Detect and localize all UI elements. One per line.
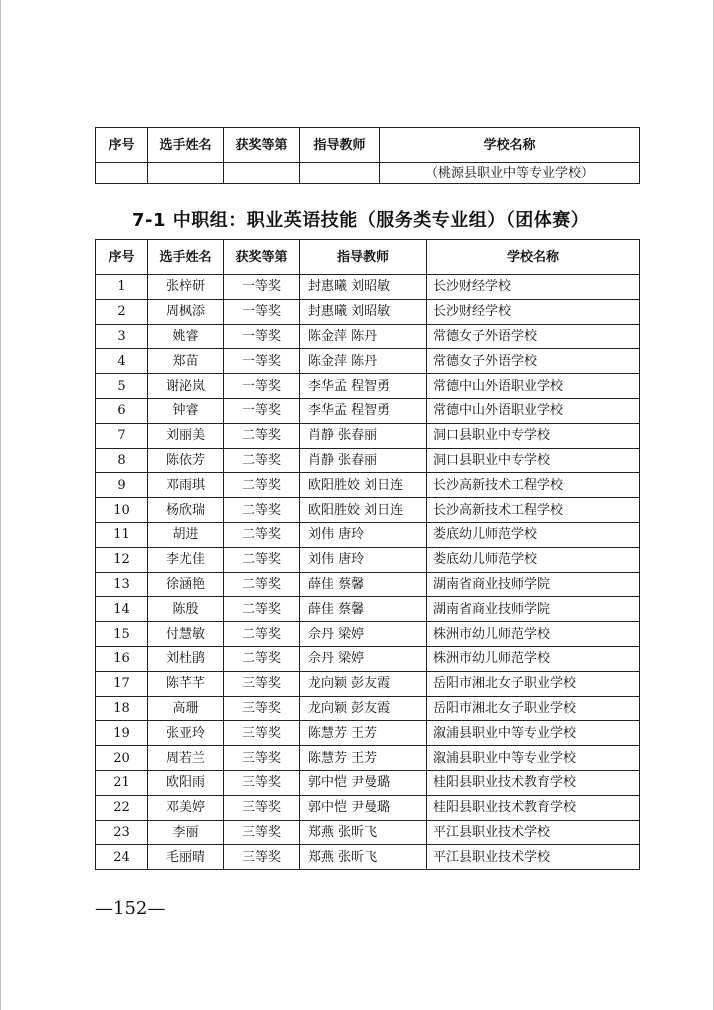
cell-index: 16 bbox=[96, 646, 148, 671]
cell-teacher: 陈慧芳 王芳 bbox=[300, 746, 427, 771]
table-row bbox=[96, 275, 640, 300]
cell-name: 刘杜鹃 bbox=[148, 646, 224, 671]
cell-award: 一等奖 bbox=[224, 275, 300, 300]
cell-school: 长沙财经学校 bbox=[427, 275, 640, 300]
table-row bbox=[96, 820, 640, 845]
cell-school: 长沙高新技术工程学校 bbox=[427, 473, 640, 498]
cell-award: 二等奖 bbox=[224, 597, 300, 622]
cell-teacher: 陈金萍 陈丹 bbox=[300, 324, 427, 349]
cell-award: 三等奖 bbox=[224, 845, 300, 870]
cell-teacher: 佘丹 梁婷 bbox=[300, 622, 427, 647]
cell-name: 邓雨琪 bbox=[148, 473, 224, 498]
cell-award: 二等奖 bbox=[224, 473, 300, 498]
cell-index: 9 bbox=[96, 473, 148, 498]
cell-teacher: 欧阳胜姣 刘日连 bbox=[300, 473, 427, 498]
cell-award: 三等奖 bbox=[224, 721, 300, 746]
table-row bbox=[96, 299, 640, 324]
cell-school: 岳阳市湘北女子职业学校 bbox=[427, 671, 640, 696]
cell-teacher: 李华孟 程智勇 bbox=[300, 398, 427, 423]
cell-teacher: 刘伟 唐玲 bbox=[300, 547, 427, 572]
cell-index: 22 bbox=[96, 795, 148, 820]
cell-award: 二等奖 bbox=[224, 448, 300, 473]
cell-school: 株洲市幼儿师范学校 bbox=[427, 646, 640, 671]
cell-name: 杨欣瑞 bbox=[148, 498, 224, 523]
cell-teacher: 佘丹 梁婷 bbox=[300, 646, 427, 671]
cell-name: 周若兰 bbox=[148, 746, 224, 771]
cell-name: 陈殷 bbox=[148, 597, 224, 622]
cell-school: 长沙高新技术工程学校 bbox=[427, 498, 640, 523]
cell-award: 一等奖 bbox=[224, 324, 300, 349]
cell-name: 谢泌岚 bbox=[148, 374, 224, 399]
section-title: 7-1 中职组：职业英语技能（服务类专业组）（团体赛） bbox=[132, 210, 590, 231]
cell-name: 张梓研 bbox=[148, 275, 224, 300]
cell-teacher: 郭中恺 尹曼璐 bbox=[300, 770, 427, 795]
cell-teacher: 薛佳 蔡馨 bbox=[300, 572, 427, 597]
header-index: 序号 bbox=[96, 128, 148, 163]
cell-name: 张亚玲 bbox=[148, 721, 224, 746]
cell-teacher bbox=[300, 163, 380, 184]
cell-award: 三等奖 bbox=[224, 795, 300, 820]
header-index: 序号 bbox=[96, 240, 148, 275]
cell-index: 4 bbox=[96, 349, 148, 374]
table-row bbox=[96, 696, 640, 721]
table-row bbox=[96, 374, 640, 399]
cell-award bbox=[224, 163, 300, 184]
header-school: 学校名称 bbox=[380, 128, 640, 163]
cell-award: 二等奖 bbox=[224, 572, 300, 597]
cell-school: 湖南省商业技师学院 bbox=[427, 597, 640, 622]
cell-teacher: 郭中恺 尹曼璐 bbox=[300, 795, 427, 820]
page-edge-left bbox=[0, 0, 1, 1010]
cell-teacher: 陈金萍 陈丹 bbox=[300, 349, 427, 374]
table-row bbox=[96, 746, 640, 771]
table-row bbox=[96, 398, 640, 423]
cell-teacher: 封惠曦 刘昭敏 bbox=[300, 299, 427, 324]
cell-school: 湖南省商业技师学院 bbox=[427, 572, 640, 597]
cell-index: 18 bbox=[96, 696, 148, 721]
cell-school: （桃源县职业中等专业学校） bbox=[380, 163, 640, 184]
table-row bbox=[96, 671, 640, 696]
cell-name: 周枫添 bbox=[148, 299, 224, 324]
cell-school: 娄底幼儿师范学校 bbox=[427, 522, 640, 547]
cell-award: 二等奖 bbox=[224, 547, 300, 572]
table-row bbox=[96, 622, 640, 647]
cell-school: 洞口县职业中专学校 bbox=[427, 448, 640, 473]
table-row bbox=[96, 473, 640, 498]
cell-index: 6 bbox=[96, 398, 148, 423]
cell-teacher: 刘伟 唐玲 bbox=[300, 522, 427, 547]
table-row bbox=[96, 572, 640, 597]
cell-award: 二等奖 bbox=[224, 498, 300, 523]
cell-name: 徐涵艳 bbox=[148, 572, 224, 597]
table-row bbox=[96, 547, 640, 572]
cell-name: 陈依芳 bbox=[148, 448, 224, 473]
cell-index: 19 bbox=[96, 721, 148, 746]
cell-index: 1 bbox=[96, 275, 148, 300]
cell-school: 洞口县职业中专学校 bbox=[427, 423, 640, 448]
cell-school: 桂阳县职业技术教育学校 bbox=[427, 770, 640, 795]
cell-school: 株洲市幼儿师范学校 bbox=[427, 622, 640, 647]
cell-name: 胡进 bbox=[148, 522, 224, 547]
cell-school: 桂阳县职业技术教育学校 bbox=[427, 795, 640, 820]
cell-teacher: 李华孟 程智勇 bbox=[300, 374, 427, 399]
cell-school: 溆浦县职业中等专业学校 bbox=[427, 721, 640, 746]
cell-school: 溆浦县职业中等专业学校 bbox=[427, 746, 640, 771]
cell-index: 20 bbox=[96, 746, 148, 771]
cell-index: 14 bbox=[96, 597, 148, 622]
table-row bbox=[96, 163, 640, 184]
cell-index: 7 bbox=[96, 423, 148, 448]
cell-index bbox=[96, 163, 148, 184]
cell-award: 三等奖 bbox=[224, 696, 300, 721]
header-name: 选手姓名 bbox=[148, 128, 224, 163]
cell-award: 三等奖 bbox=[224, 746, 300, 771]
table-row bbox=[96, 423, 640, 448]
cell-name: 李丽 bbox=[148, 820, 224, 845]
cell-index: 12 bbox=[96, 547, 148, 572]
cell-teacher: 封惠曦 刘昭敏 bbox=[300, 275, 427, 300]
cell-name: 欧阳雨 bbox=[148, 770, 224, 795]
cell-name: 李尤佳 bbox=[148, 547, 224, 572]
table-row bbox=[96, 845, 640, 870]
results-table bbox=[95, 239, 640, 870]
cell-index: 23 bbox=[96, 820, 148, 845]
table-row bbox=[96, 795, 640, 820]
cell-school: 常德女子外语学校 bbox=[427, 324, 640, 349]
cell-teacher: 肖静 张春丽 bbox=[300, 423, 427, 448]
cell-school: 常德中山外语职业学校 bbox=[427, 374, 640, 399]
table-row bbox=[96, 597, 640, 622]
cell-award: 一等奖 bbox=[224, 349, 300, 374]
cell-award: 一等奖 bbox=[224, 299, 300, 324]
cell-name: 郑苗 bbox=[148, 349, 224, 374]
table-row bbox=[96, 349, 640, 374]
cell-name: 姚睿 bbox=[148, 324, 224, 349]
page-number: —152— bbox=[95, 898, 166, 919]
table-header-row bbox=[96, 128, 640, 163]
cell-school: 岳阳市湘北女子职业学校 bbox=[427, 696, 640, 721]
header-award: 获奖等第 bbox=[224, 128, 300, 163]
cell-name: 付慧敏 bbox=[148, 622, 224, 647]
cell-award: 二等奖 bbox=[224, 423, 300, 448]
header-teacher: 指导教师 bbox=[300, 240, 427, 275]
cell-teacher: 龙向颖 彭友霞 bbox=[300, 696, 427, 721]
cell-award: 二等奖 bbox=[224, 522, 300, 547]
cell-name: 钟睿 bbox=[148, 398, 224, 423]
cell-school: 长沙财经学校 bbox=[427, 299, 640, 324]
cell-school: 平江县职业技术学校 bbox=[427, 845, 640, 870]
header-school: 学校名称 bbox=[427, 240, 640, 275]
header-teacher: 指导教师 bbox=[300, 128, 380, 163]
table-row bbox=[96, 522, 640, 547]
cell-index: 10 bbox=[96, 498, 148, 523]
cell-index: 17 bbox=[96, 671, 148, 696]
cell-name bbox=[148, 163, 224, 184]
cell-school: 娄底幼儿师范学校 bbox=[427, 547, 640, 572]
table-header-row bbox=[96, 240, 640, 275]
cell-index: 15 bbox=[96, 622, 148, 647]
cell-school: 常德女子外语学校 bbox=[427, 349, 640, 374]
cell-award: 二等奖 bbox=[224, 622, 300, 647]
table-row bbox=[96, 498, 640, 523]
cell-name: 陈芊芊 bbox=[148, 671, 224, 696]
cell-name: 高珊 bbox=[148, 696, 224, 721]
cell-index: 8 bbox=[96, 448, 148, 473]
table-row bbox=[96, 770, 640, 795]
header-name: 选手姓名 bbox=[148, 240, 224, 275]
cell-index: 5 bbox=[96, 374, 148, 399]
table-row bbox=[96, 721, 640, 746]
cell-teacher: 肖静 张春丽 bbox=[300, 448, 427, 473]
continuation-table bbox=[95, 127, 640, 184]
cell-index: 21 bbox=[96, 770, 148, 795]
table-row bbox=[96, 448, 640, 473]
cell-school: 平江县职业技术学校 bbox=[427, 820, 640, 845]
cell-school: 常德中山外语职业学校 bbox=[427, 398, 640, 423]
cell-teacher: 郑燕 张昕飞 bbox=[300, 845, 427, 870]
cell-award: 三等奖 bbox=[224, 770, 300, 795]
cell-index: 3 bbox=[96, 324, 148, 349]
table-row bbox=[96, 646, 640, 671]
cell-award: 一等奖 bbox=[224, 374, 300, 399]
cell-teacher: 薛佳 蔡馨 bbox=[300, 597, 427, 622]
cell-index: 2 bbox=[96, 299, 148, 324]
table-row bbox=[96, 324, 640, 349]
cell-award: 三等奖 bbox=[224, 671, 300, 696]
cell-teacher: 陈慧芳 王芳 bbox=[300, 721, 427, 746]
cell-award: 三等奖 bbox=[224, 820, 300, 845]
cell-teacher: 欧阳胜姣 刘日连 bbox=[300, 498, 427, 523]
cell-name: 毛丽晴 bbox=[148, 845, 224, 870]
cell-name: 邓美婷 bbox=[148, 795, 224, 820]
header-award: 获奖等第 bbox=[224, 240, 300, 275]
cell-teacher: 龙向颖 彭友霞 bbox=[300, 671, 427, 696]
cell-index: 11 bbox=[96, 522, 148, 547]
cell-index: 24 bbox=[96, 845, 148, 870]
cell-award: 二等奖 bbox=[224, 646, 300, 671]
cell-index: 13 bbox=[96, 572, 148, 597]
cell-award: 一等奖 bbox=[224, 398, 300, 423]
cell-teacher: 郑燕 张昕飞 bbox=[300, 820, 427, 845]
cell-name: 刘丽美 bbox=[148, 423, 224, 448]
